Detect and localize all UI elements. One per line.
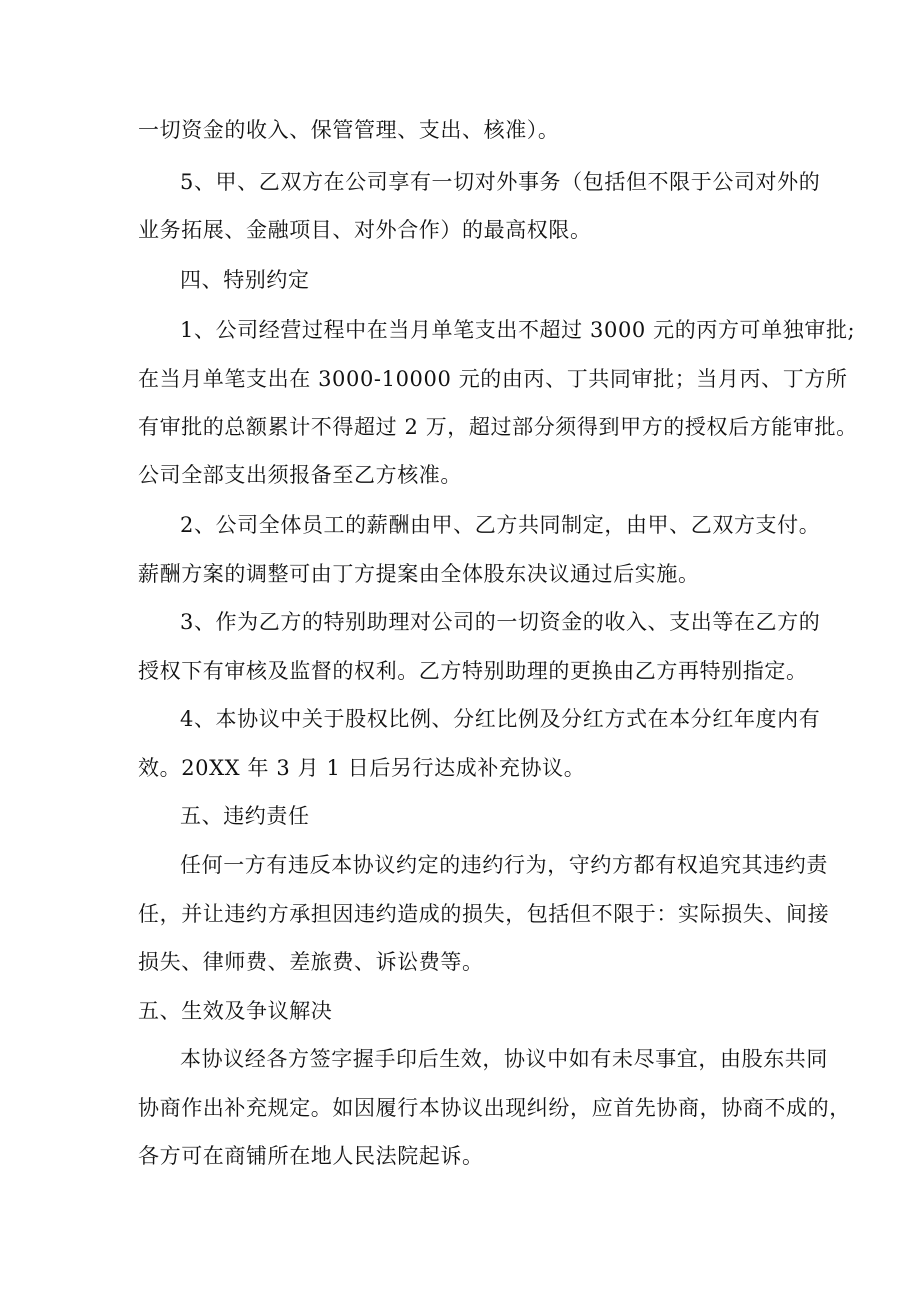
section-heading: 五、生效及争议解决 <box>138 999 333 1023</box>
text-line: 任，并让违约方承担因违约造成的损失，包括但不限于：实际损失、间接 <box>138 902 830 926</box>
text-line: 4、本协议中关于股权比例、分红比例及分红方式在本分红年度内有 <box>180 707 821 731</box>
text-line: 3、作为乙方的特别助理对公司的一切资金的收入、支出等在乙方的 <box>180 610 821 634</box>
text-line: 公司全部支出须报备至乙方核准。 <box>138 463 462 487</box>
text-line: 任何一方有违反本协议约定的违约行为，守约方都有权追究其违约责 <box>180 853 828 877</box>
text-line: 在当月单笔支出在 3000-10000 元的由丙、丁共同审批；当月丙、丁方所 <box>138 367 848 391</box>
text-line: 授权下有审核及监督的权利。乙方特别助理的更换由乙方再特别指定。 <box>138 659 808 683</box>
text-line: 各方可在商铺所在地人民法院起诉。 <box>138 1144 484 1168</box>
section-heading: 五、违约责任 <box>180 804 310 828</box>
section-heading: 四、特别约定 <box>180 268 310 292</box>
text-line: 效。20XX 年 3 月 1 日后另行达成补充协议。 <box>138 756 586 780</box>
text-line: 有审批的总额累计不得超过 2 万，超过部分须得到甲方的授权后方能审批。 <box>138 415 858 439</box>
text-line: 一切资金的收入、保管管理、支出、核准）。 <box>138 118 560 142</box>
text-line: 2、公司全体员工的薪酬由甲、乙方共同制定，由甲、乙双方支付。 <box>180 513 821 537</box>
text-line: 业务拓展、金融项目、对外合作）的最高权限。 <box>138 218 592 242</box>
text-line: 5、甲、乙双方在公司享有一切对外事务（包括但不限于公司对外的 <box>180 170 821 194</box>
text-line: 协商作出补充规定。如因履行本协议出现纠纷，应首先协商，协商不成的， <box>138 1096 851 1120</box>
text-line: 损失、律师费、差旅费、诉讼费等。 <box>138 950 484 974</box>
text-line: 1、公司经营过程中在当月单笔支出不超过 3000 元的丙方可单独审批; <box>180 318 856 342</box>
text-line: 本协议经各方签字握手印后生效，协议中如有未尽事宜，由股东共同 <box>180 1047 828 1071</box>
text-line: 薪酬方案的调整可由丁方提案由全体股东决议通过后实施。 <box>138 562 700 586</box>
